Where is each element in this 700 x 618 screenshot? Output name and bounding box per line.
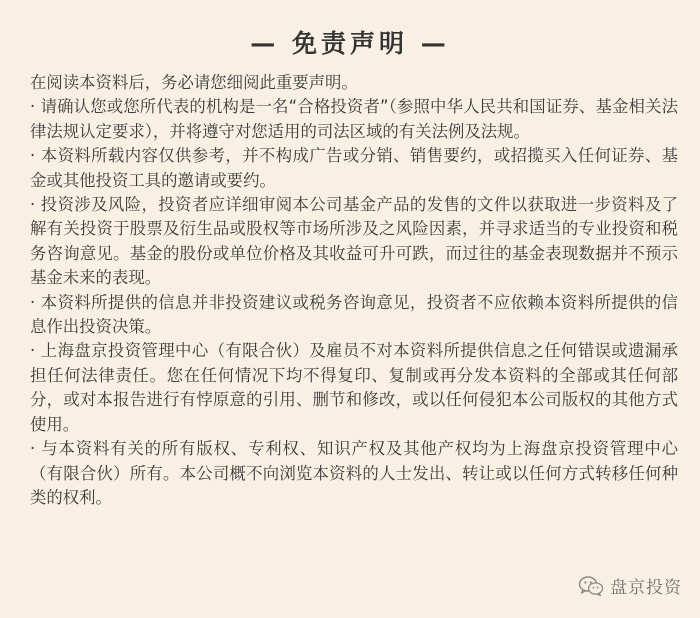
page-title: — 免责声明 — [250, 29, 450, 58]
qualified-investor-paragraph: · 请确认您或您所代表的机构是一名“合格投资者”（参照中华人民共和国证券、基金相关法律法规认定要求），并将遵守对您适用的司法区域的有关法例及法规。 [30, 97, 678, 141]
wechat-icon [578, 575, 604, 597]
risk-paragraph: · 投资涉及风险，投资者应详细审阅本公司基金产品的发售的文件以获取进一步资料及了解有关投资于股票及衍生品或股权等市场所涉及之风险因素，并寻求适当的专业投资和税务咨询意见。基金的股份或单位价格及其收益可升可跌，而过往的基金表现数据并不预示基金未来的表现。 [30, 195, 678, 288]
title-row [0, 22, 700, 62]
disclaimer-body [30, 71, 678, 510]
not-advice-paragraph: · 本资料所提供的信息并非投资建议或税务咨询意见，投资者不应依赖本资料所提供的信息作出投资决策。 [30, 292, 678, 337]
intro-paragraph: 在阅读本资料后，务必请您细阅此重要声明。 [30, 73, 358, 92]
reference-only-paragraph: · 本资料所载内容仅供参考，并不构成广告或分销、销售要约，或招揽买入任何证券、基金或其他投资工具的邀请或要约。 [30, 146, 678, 190]
liability-paragraph: · 上海盘京投资管理中心（有限合伙）及雇员不对本资料所提供信息之任何错误或遗漏承担任何法律责任。您在任何情况下均不得复印、复制或再分发本资料的全部或其任何部分，或对本报告进行有悖原意的引用、删节和修改，或以任何侵犯本公司版权的其他方式使用。 [30, 341, 678, 434]
wechat-watermark [578, 573, 682, 598]
watermark-text: 盘京投资 [610, 578, 682, 598]
copyright-paragraph: · 与本资料有关的所有版权、专利权、知识产权及其他产权均为上海盘京投资管理中心（有限合伙）所有。本公司概不向浏览本资料的人士发出、转让或以任何方式转移任何种类的权利。 [30, 439, 678, 507]
